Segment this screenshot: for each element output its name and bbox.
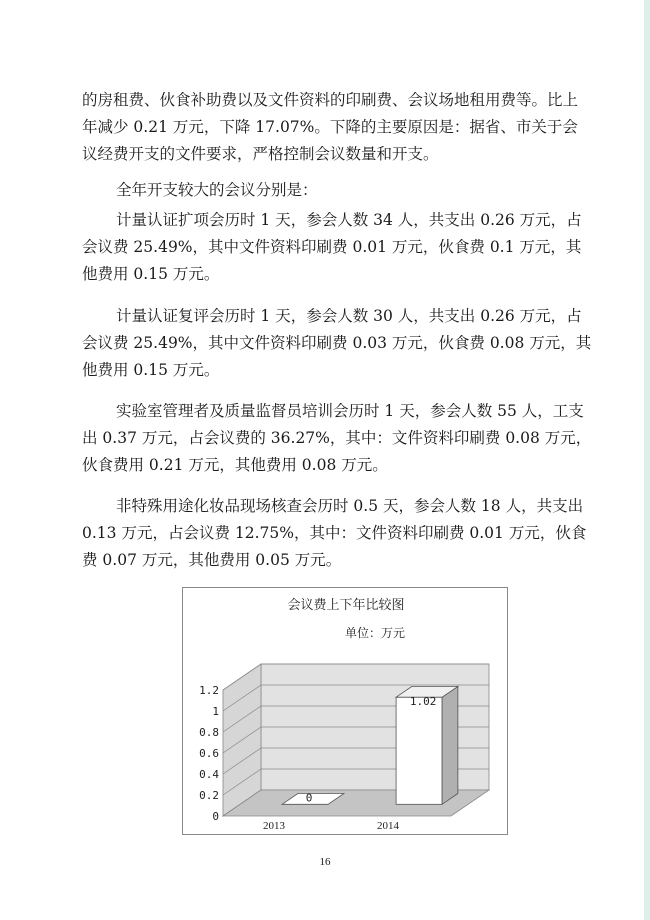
paragraph-4: 计量认证复评会历时 1 天，参会人数 30 人，共支出 0.26 万元，占会议费 25.49%，其中文件资料印刷费 0.03 万元，伙食费 0.08 万元，其他费用 0.15 万元。 [82, 307, 592, 379]
y-tick-label: 1.2 [199, 684, 219, 697]
data-label: 1.02 [409, 695, 437, 709]
y-tick-label: 0.4 [199, 768, 219, 781]
y-tick-label: 0 [212, 810, 219, 823]
x-tick-label: 2013 [263, 820, 285, 832]
paragraph-6: 非特殊用途化妆品现场核查会历时 0.5 天，参会人数 18 人，共支出 0.13 万元，占会议费 12.75%，其中：文件资料印刷费 0.01 万元，伙食费 0.07 万元，其他费用 0.05 万元。 [82, 497, 587, 569]
chart-frame [182, 587, 508, 835]
y-tick-label: 0.8 [199, 726, 219, 739]
meeting-fee-chart [183, 588, 509, 836]
y-tick-label: 0.6 [199, 747, 219, 760]
y-tick-label: 0.2 [199, 789, 219, 802]
chart-unit: 单位：万元 [344, 626, 406, 640]
bar-front [396, 697, 442, 804]
paragraph-5: 实验室管理者及质量监督员培训会历时 1 天，参会人数 55 人，工支出 0.37 万元，占会议费的 36.27%，其中：文件资料印刷费 0.08 万元，伙食费用 0.21 万元，其他费用 0.08 万元。 [82, 402, 592, 474]
paragraph-2: 全年开支较大的会议分别是： [116, 181, 318, 199]
bar-side [442, 686, 458, 804]
paragraph-3: 计量认证扩项会历时 1 天，参会人数 34 人，共支出 0.26 万元，占会议费 25.49%，其中文件资料印刷费 0.01 万元，伙食费 0.1 万元，其他费用 0.15 万元。 [82, 211, 582, 283]
page-number: 16 [319, 856, 331, 868]
paragraph-1: 的房租费、伙食补助费以及文件资料的印刷费、会议场地租用费等。比上年减少 0.21 万元，下降 17.07%。下降的主要原因是：据省、市关于会议经费开支的文件要求，严格控制会议数量和开支。 [82, 91, 579, 163]
plot-area [199, 664, 489, 832]
y-tick-label: 1 [212, 705, 219, 718]
page-edge [644, 0, 650, 920]
x-tick-label: 2014 [377, 820, 399, 832]
chart-title: 会议费上下年比较图 [287, 597, 405, 612]
data-label: 0 [305, 791, 313, 805]
